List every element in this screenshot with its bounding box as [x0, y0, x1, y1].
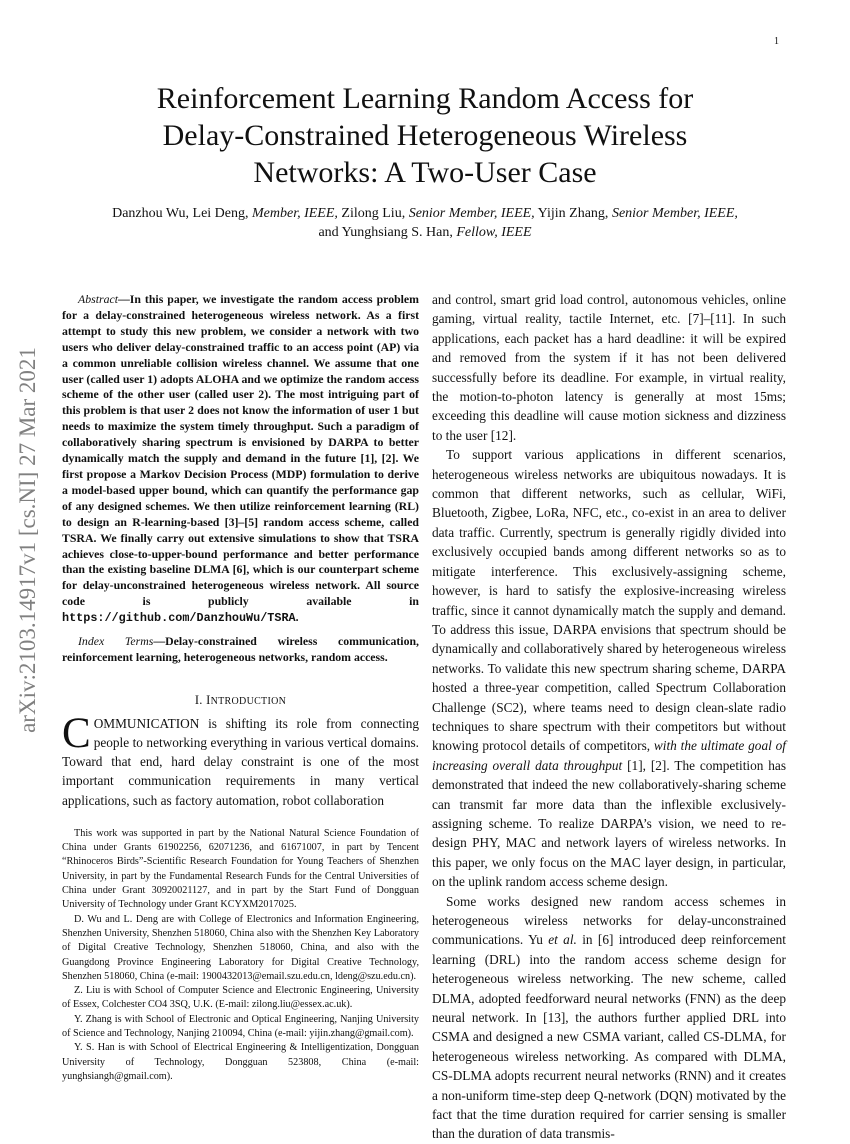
- paragraph-text: To support various applications in different scenarios, heterogeneous wireless networks are ubiquitous nowadays. It is common that different networks, such as cellular, WiFi, Bluetooth, Zigbee, LoRa, NFC, etc., co-exist in an area to deliver data traffic. Currently, spectrum is generally rigidly divided into exclusively occupied bands among different networks so as to mitigate interference. This exclusively-assigning scheme, however, is hard to satisfy the explosive-increasing wireless traffic, since it cannot dynamically match the supply and demand. To address this issue, DARPA envisions that spectrum should be dynamically and collaboratively shared by heterogeneous wireless networks. To validate this new spectrum sharing scheme, DARPA hosted a three-year competition, called Spectrum Collaboration Challenge (SC2), where teams need to design clean-slate radio techniques to share spectrum with their competitors but without knowing protocol details of competitors,: [432, 447, 786, 754]
- title-line: Reinforcement Learning Random Access for: [156, 82, 694, 115]
- section-heading: [62, 693, 419, 708]
- abstract-end: .: [295, 610, 299, 625]
- index-terms: [62, 634, 419, 666]
- emphasis-text: et al.: [548, 932, 577, 948]
- intro-text: OMMUNICATION is shifting its role from connecting people to networking everything in various vertical domains. Toward that end, hard delay constraint is one of the most important communication requirements in many vertical applications, such as factory automation, robot collaboration: [62, 715, 419, 808]
- arxiv-watermark: [8, 300, 48, 780]
- title-line: Delay-Constrained Heterogeneous Wireless: [162, 119, 688, 152]
- index-terms-text: —Delay-constrained wireless communication, reinforcement learning, heterogeneous networks, random access.: [62, 634, 419, 664]
- abstract-label: Abstract: [78, 292, 118, 306]
- author-names: Zilong Liu,: [337, 206, 409, 221]
- page-number: 1: [774, 36, 779, 47]
- footnote: This work was supported in part by the National Natural Science Foundation of China under Grants 61902256, 62071236, and 61671007, in part by Tencent “Rhinoceros Birds”-Scientific Research Foundation for Young Teachers of Shenzhen University, in part by the Fundamental Research Funds for the Central Universities of China under Grant 30920021127, and in part by the Start Fund of Dongguan University of Technology under Grant KCYXM2017025.: [62, 827, 419, 911]
- author-names: Yijin Zhang,: [534, 206, 612, 221]
- drop-cap: C: [62, 709, 91, 757]
- footnote: D. Wu and L. Deng are with College of Electronics and Information Engineering, Shenzhen University, Shenzhen 518060, China also with the Shenzhen Key Laboratory of Digital Creative Technology, Shenzhen 518060, China, and also with the Guangdong Province Engineering Laboratory for Digital Creative Technology, Shenzhen 518060, China (e-mail: 1900432013@email.szu.edu.cn, ldeng@szu.edu.cn).: [62, 913, 419, 982]
- author-title: Senior Member, IEEE,: [408, 206, 535, 221]
- footnote: Z. Liu is with School of Computer Science and Electronic Engineering, University of Essex, Colchester CO4 3SQ, U.K. (E-mail: zilong.liu@essex.ac.uk).: [62, 985, 419, 1011]
- section-name: NTRODUCTION: [210, 695, 287, 707]
- emphasis-text: with the ultimate goal of increasing overall data throughput: [432, 738, 786, 773]
- index-terms-label: Index Terms: [78, 634, 154, 649]
- author-names: Danzhou Wu, Lei Deng,: [112, 206, 252, 221]
- author-title: Fellow, IEEE: [456, 225, 532, 240]
- body-paragraph: [432, 892, 786, 1144]
- abstract-text: —In this paper, we investigate the random access problem for a delay-constrained heterogeneous wireless network. As a first attempt to study this new problem, we consider a network with two users who deliver delay-constrained traffic to an access point (AP) via a common unreliable collision wireless channel. We assume that one user (called user 1) adopts ALOHA and we optimize the random access scheme of the other user (called user 2). The most intriguing part of this problem is that user 2 does not know the information of user 1 but needs to maximize the system timely throughput. Such a paradigm of collaboratively sharing spectrum is envisioned by DARPA to better dynamically match the supply and demand in the future [1], [2]. We first propose a Markov Decision Process (MDP) formulation to derive a model-based upper bound, which can quantify the performance gap of any designed schemes. We then utilize reinforcement learning (RL) to design an R-learning-based [3]–[5] random access scheme, called TSRA. We finally carry out extensive simulations to show that TSRA achieves close-to-upper-bound performance and better performance than the existing baseline DLMA [6], which is our counterpart scheme for delay-unconstrained heterogeneous wireless network. All source code is publicly available in: [62, 292, 419, 609]
- arxiv-id: arXiv:2103.14917v1 [cs.NI] 27 Mar 2021: [15, 347, 40, 733]
- paragraph-text: in [6] introduced deep reinforcement learning (DRL) into the random access scheme design for heterogeneous wireless networking. The new scheme, called DLMA, adopted feedforward neural networks (FNN) as the deep neural network. In [13], the authors further applied DRL into CSMA and designed a new CSMA variant, called CS-DLMA, for heterogeneous wireless networking. As compared with DLMA, CS-DLMA adopts recurrent neural networks (RNN) and it creates a non-uniform time-step deep Q-network (DQN) motivated by the fact that the time duration required for carrier sensing is smaller than the duration of data transmis-: [432, 932, 786, 1142]
- author-title: Senior Member, IEEE,: [611, 206, 738, 221]
- right-column: [432, 290, 786, 1144]
- left-column: [62, 292, 419, 1084]
- title-line: Networks: A Two-User Case: [253, 156, 597, 189]
- author-list: [60, 204, 790, 242]
- paragraph-text: Some works designed new random access schemes in heterogeneous wireless networks for delay-unconstrained communications. Yu: [432, 893, 786, 948]
- paragraph-text: [1], [2]. The competition has demonstrated that indeed the new collaboratively-sharing scheme can transmit far more data than the inflexible exclusively-assigning scheme. To realize DARPA’s vision, we need to re-design PHY, MAC and network layers of wireless networks. In this paper, we only focus on the MAC layer design, in particular, on the uplink random access scheme design.: [432, 757, 787, 890]
- body-paragraph: [432, 445, 786, 891]
- footnote: Y. S. Han is with School of Electrical Engineering & Intelligentization, Dongguan University of Technology, Dongguan 523808, China (e-mail: yunghsiangh@gmail.com).: [62, 1042, 419, 1082]
- footnote: Y. Zhang is with School of Electronic and Optical Engineering, Nanjing University of Science and Technology, Nanjing 210094, China (e-mail: yijin.zhang@gmail.com).: [62, 1013, 419, 1040]
- abstract: [62, 292, 419, 627]
- body-paragraph: and control, smart grid load control, autonomous vehicles, online gaming, virtual reality, tactile Internet, etc. [7]–[11]. In such applications, each packet has a hard deadline: it will be expired and removed from the system if it has not been delivered successfully before its deadline. For example, in virtual reality, the motion-to-photon latency is generally at most 15ms; exceeding this deadline will cause motion sickness and dizziness to the user [12].: [432, 292, 786, 443]
- intro-paragraph: [62, 709, 419, 810]
- author-title: Member, IEEE,: [252, 206, 338, 221]
- section-numeral: I. I: [194, 692, 211, 707]
- source-code-link[interactable]: https://github.com/DanzhouWu/TSRA: [62, 611, 296, 626]
- author-names: and Yunghsiang S. Han,: [318, 225, 457, 240]
- paper-title: [60, 80, 790, 191]
- footnotes: [62, 827, 419, 1084]
